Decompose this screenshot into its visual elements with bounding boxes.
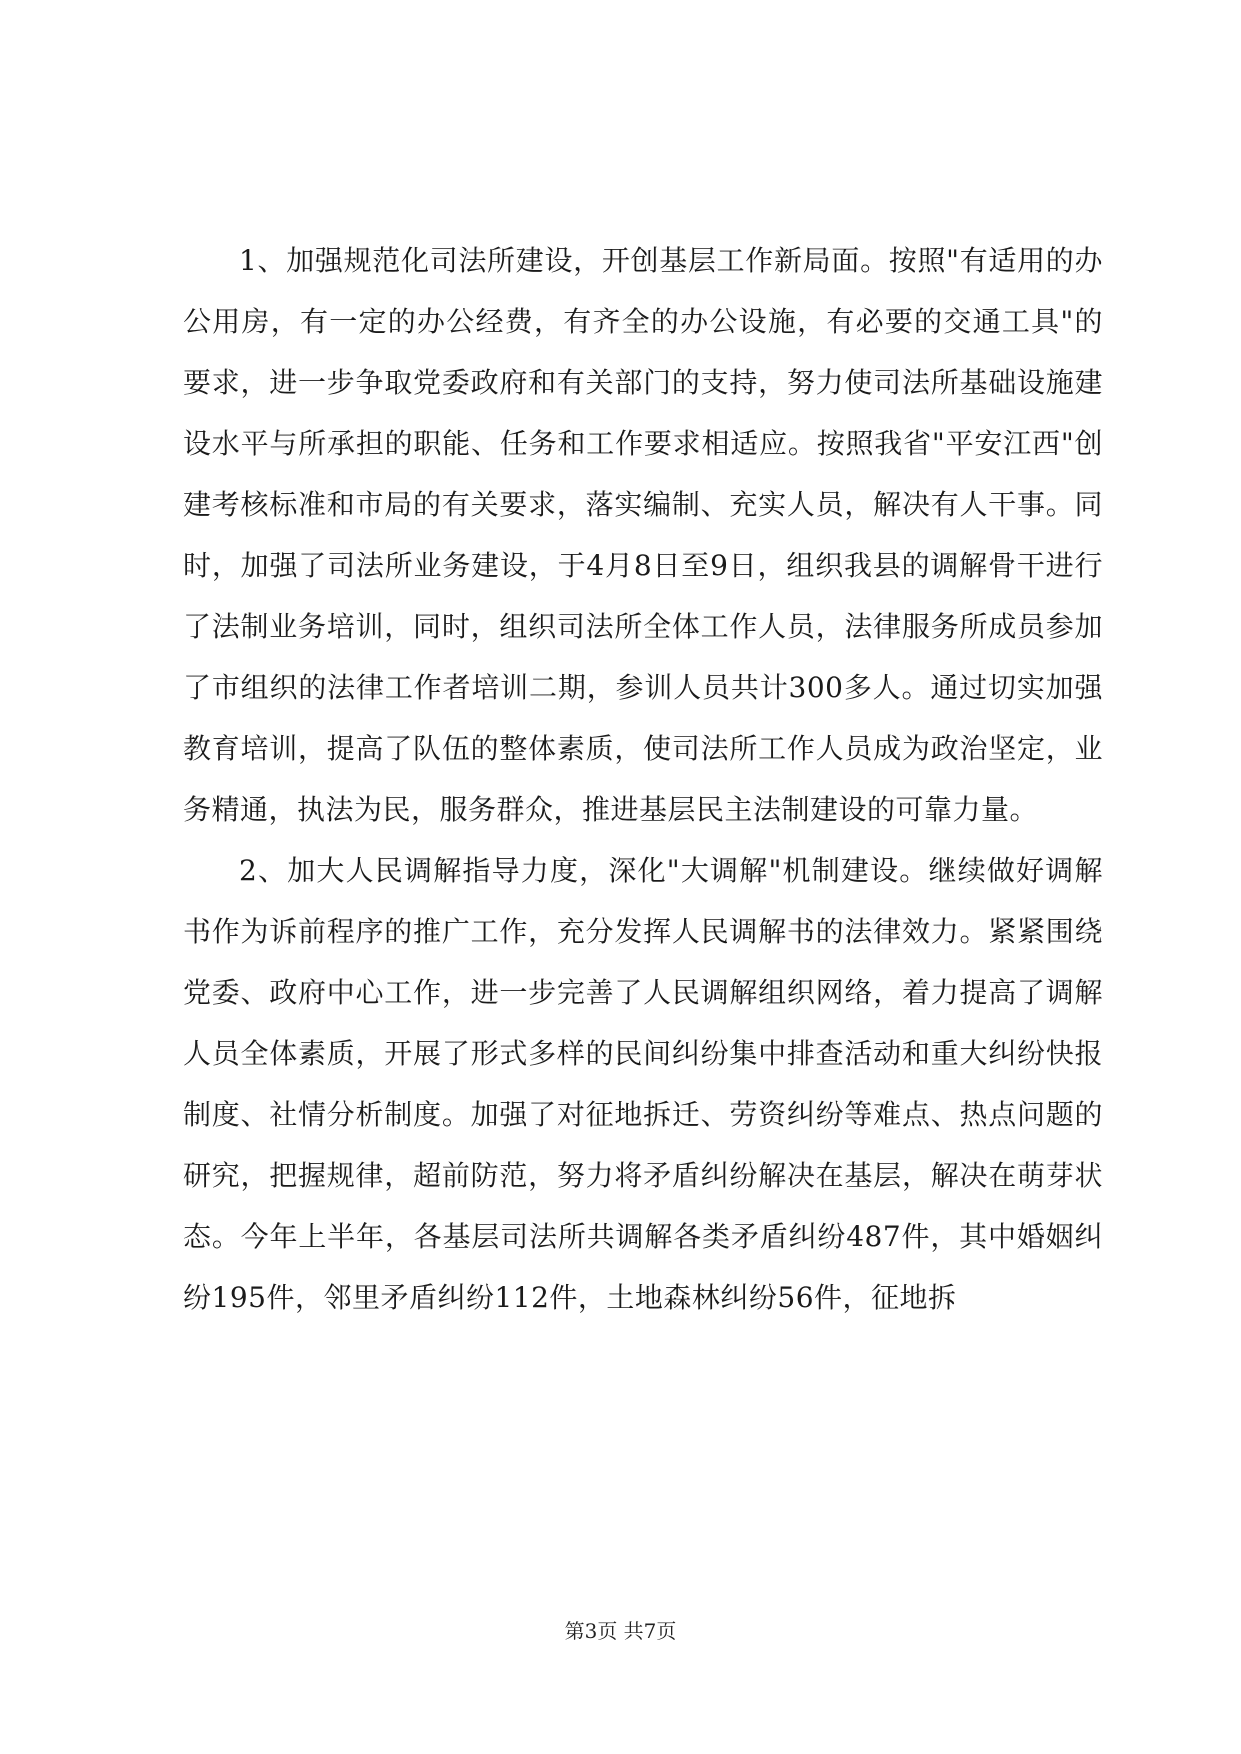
paragraph-1: 1、加强规范化司法所建设，开创基层工作新局面。按照"有适用的办公用房，有一定的办公经费，有齐全的办公设施，有必要的交通工具"的要求，进一步争取党委政府和有关部门的支持，努力使司法所基础设施建设水平与所承担的职能、任务和工作要求相适应。按照我省"平安江西"创建考核标准和市局的有关要求，落实编制、充实人员，解决有人干事。同时，加强了司法所业务建设，于4月8日至9日，组织我县的调解骨干进行了法制业务培训，同时，组织司法所全体工作人员，法律服务所成员参加了市组织的法律工作者培训二期，参训人员共计300多人。通过切实加强教育培训，提高了队伍的整体素质，使司法所工作人员成为政治坚定，业务精通，执法为民，服务群众，推进基层民主法制建设的可靠力量。 [183, 244, 1103, 826]
page-footer [0, 1617, 1241, 1645]
document-body [183, 230, 1103, 1328]
page-number-label: 第3页 共7页 [564, 1619, 677, 1643]
paragraph-2: 2、加大人民调解指导力度，深化"大调解"机制建设。继续做好调解书作为诉前程序的推广工作，充分发挥人民调解书的法律效力。紧紧围绕党委、政府中心工作，进一步完善了人民调解组织网络，着力提高了调解人员全体素质，开展了形式多样的民间纠纷集中排查活动和重大纠纷快报制度、社情分析制度。加强了对征地拆迁、劳资纠纷等难点、热点问题的研究，把握规律，超前防范，努力将矛盾纠纷解决在基层，解决在萌芽状态。今年上半年，各基层司法所共调解各类矛盾纠纷487件，其中婚姻纠纷195件，邻里矛盾纠纷112件，土地森林纠纷56件，征地拆 [183, 854, 1103, 1314]
